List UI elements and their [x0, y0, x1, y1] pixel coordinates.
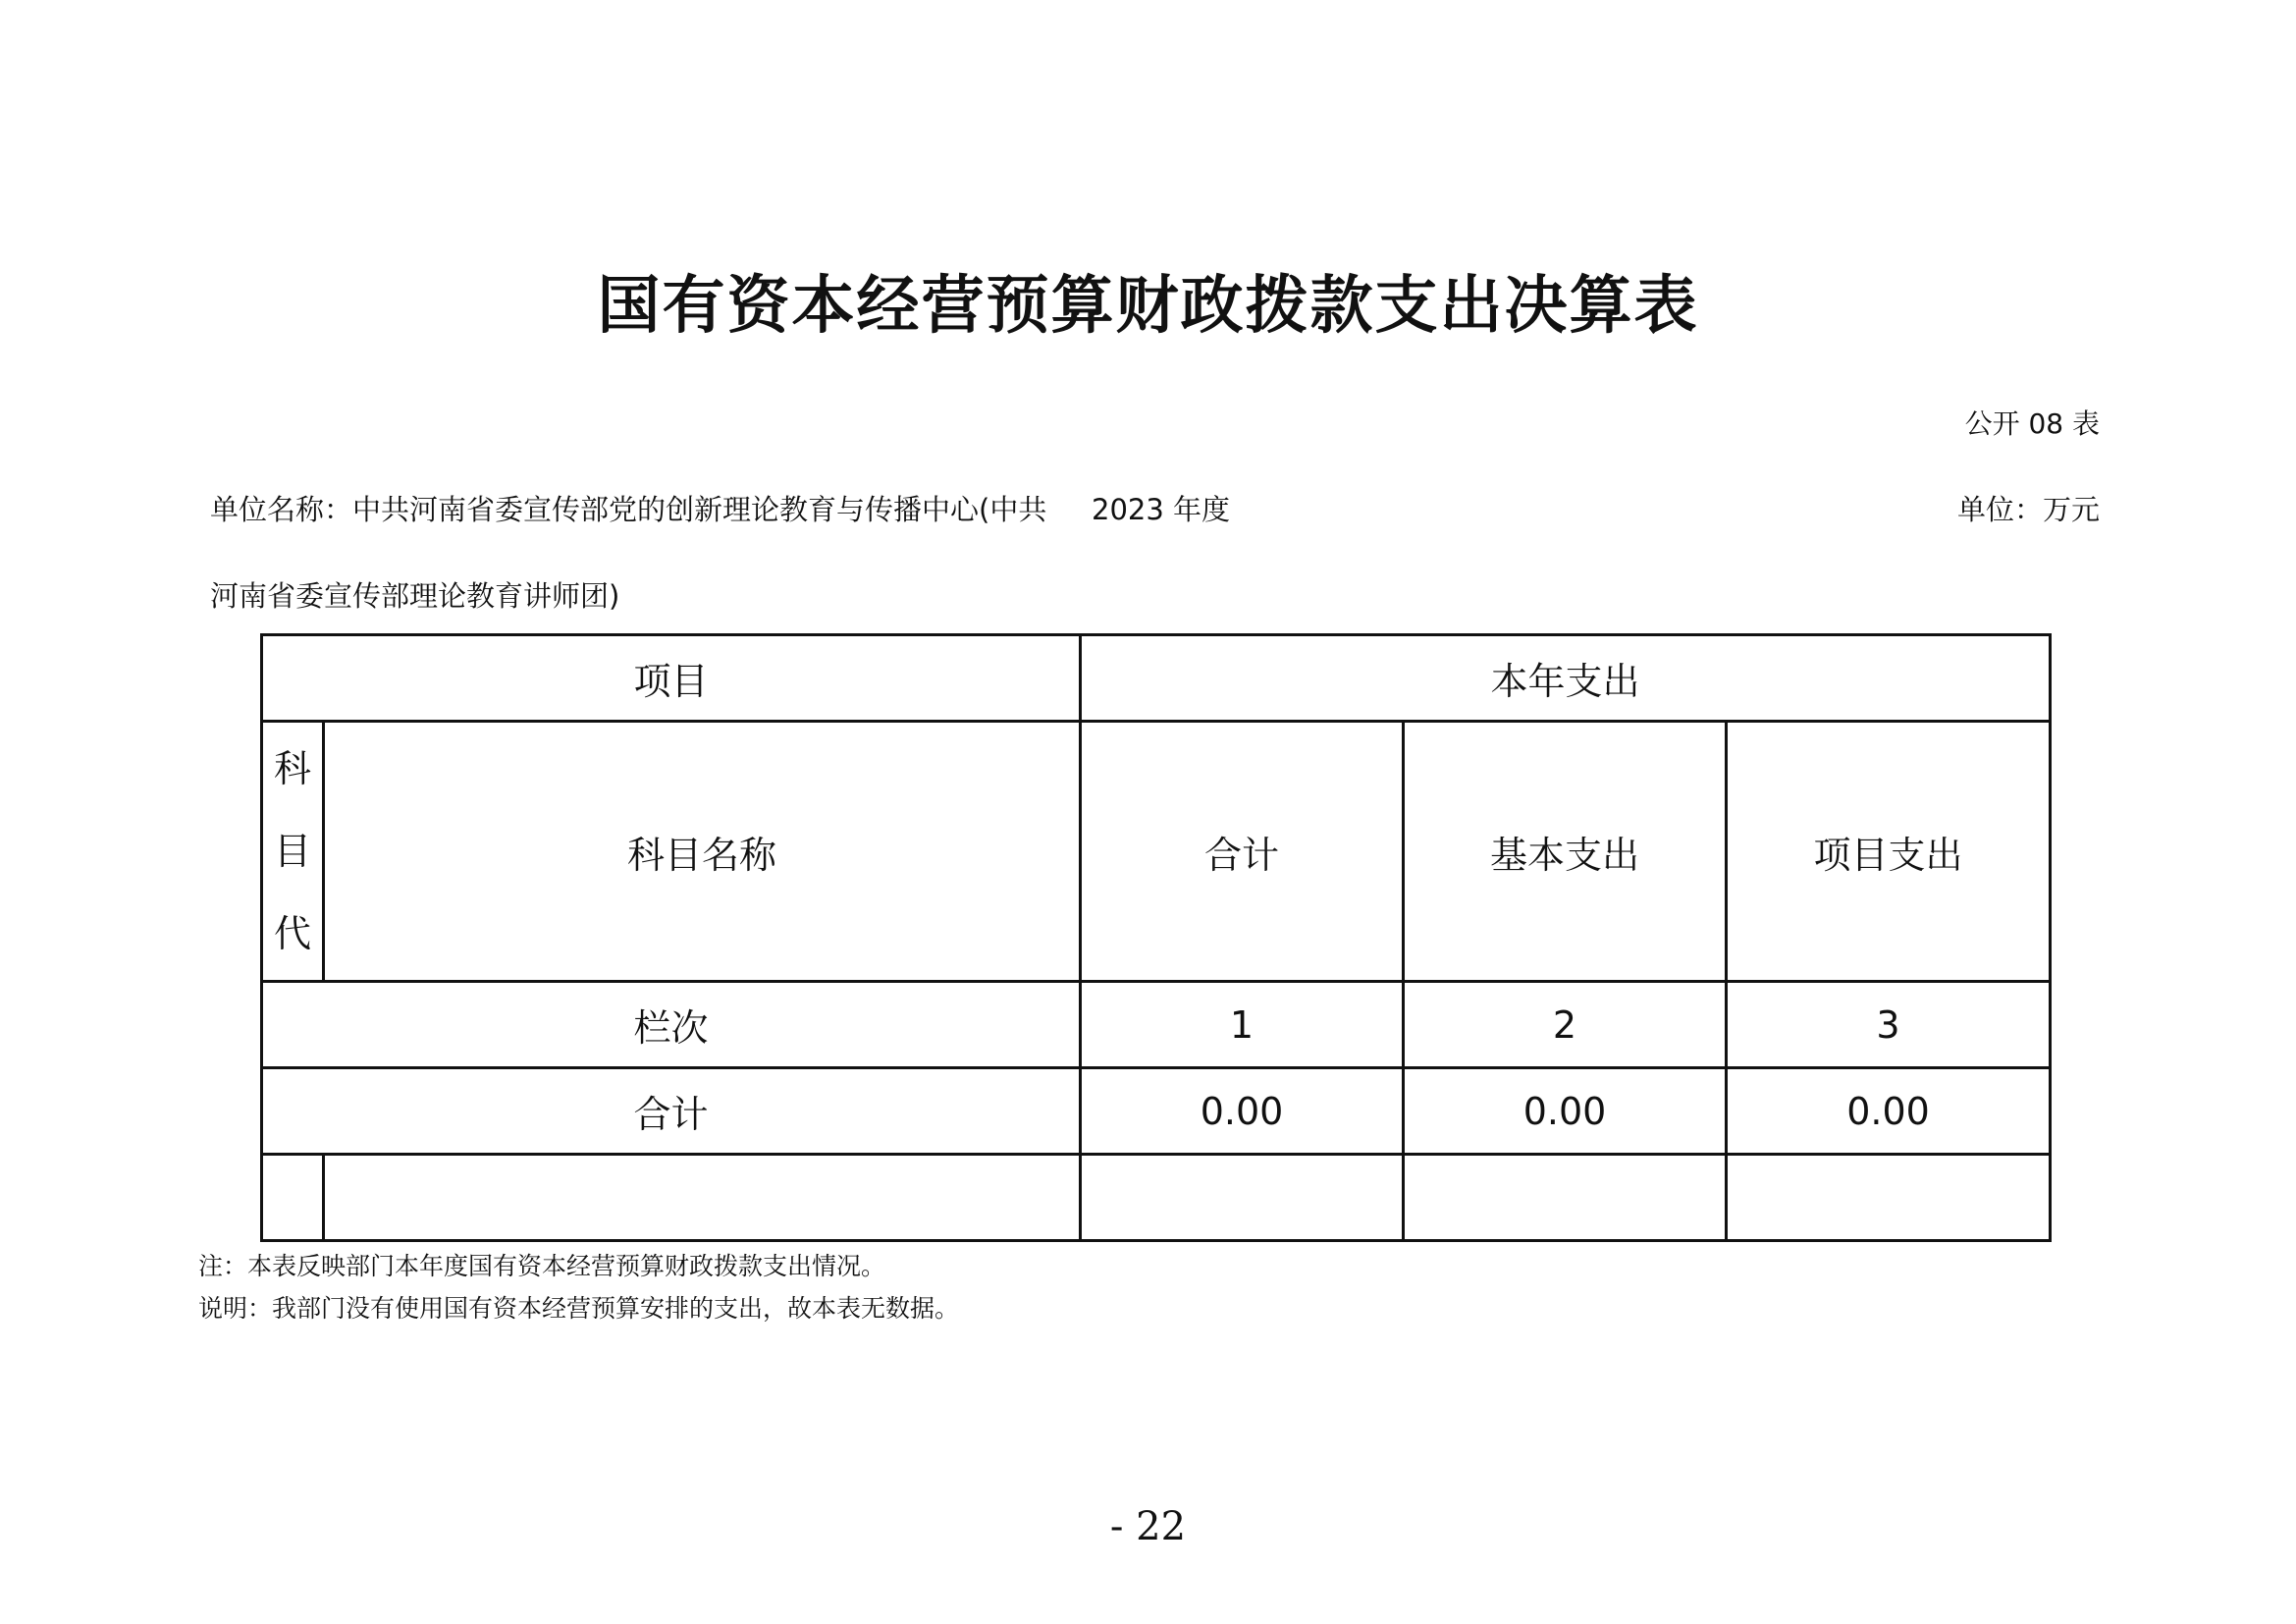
- expenditure-table: [260, 633, 2052, 1242]
- subject-code-header: [262, 722, 324, 982]
- total-value: 0.00: [1404, 1068, 1727, 1155]
- table-row: [262, 1155, 2051, 1241]
- basic-column-header: 基本支出: [1404, 722, 1727, 982]
- table-subheader-row: [262, 722, 2051, 982]
- unit-name-line2: 河南省委宣传部理论教育讲师团): [210, 579, 620, 613]
- currency-unit: 单位：万元: [1956, 493, 2100, 526]
- unit-name-line1: 单位名称：中共河南省委宣传部党的创新理论教育与传播中心(中共: [210, 493, 1047, 526]
- index-value: 3: [1727, 982, 2051, 1068]
- total-column-header: 合计: [1081, 722, 1404, 982]
- total-value: 0.00: [1081, 1068, 1404, 1155]
- page-title: 国有资本经营预算财政拨款支出决算表: [597, 269, 1699, 343]
- code-char: 代: [273, 912, 311, 955]
- index-value: 2: [1404, 982, 1727, 1068]
- header-expense: 本年支出: [1081, 635, 2051, 722]
- header-item: 项目: [262, 635, 1081, 722]
- code-char: 目: [273, 830, 311, 873]
- table-row: [262, 1068, 2051, 1155]
- table-note: 注：本表反映部门本年度国有资本经营预算财政拨款支出情况。: [198, 1252, 886, 1280]
- page-number: - 22: [1109, 1504, 1187, 1549]
- index-value: 1: [1081, 982, 1404, 1068]
- table-header-row: [262, 635, 2051, 722]
- table-explanation: 说明：我部门没有使用国有资本经营预算安排的支出，故本表无数据。: [198, 1294, 960, 1323]
- fiscal-year: 2023 年度: [1092, 493, 1231, 526]
- empty-cell: [1404, 1155, 1727, 1241]
- row-index-label: 栏次: [262, 982, 1081, 1068]
- form-code: 公开 08 表: [1964, 407, 2100, 440]
- empty-cell: [1727, 1155, 2051, 1241]
- subject-name-header: 科目名称: [324, 722, 1081, 982]
- empty-cell: [324, 1155, 1081, 1241]
- table-row: [262, 982, 2051, 1068]
- empty-cell: [1081, 1155, 1404, 1241]
- empty-cell: [262, 1155, 324, 1241]
- code-char: 科: [273, 747, 311, 790]
- total-label: 合计: [262, 1068, 1081, 1155]
- total-value: 0.00: [1727, 1068, 2051, 1155]
- project-column-header: 项目支出: [1727, 722, 2051, 982]
